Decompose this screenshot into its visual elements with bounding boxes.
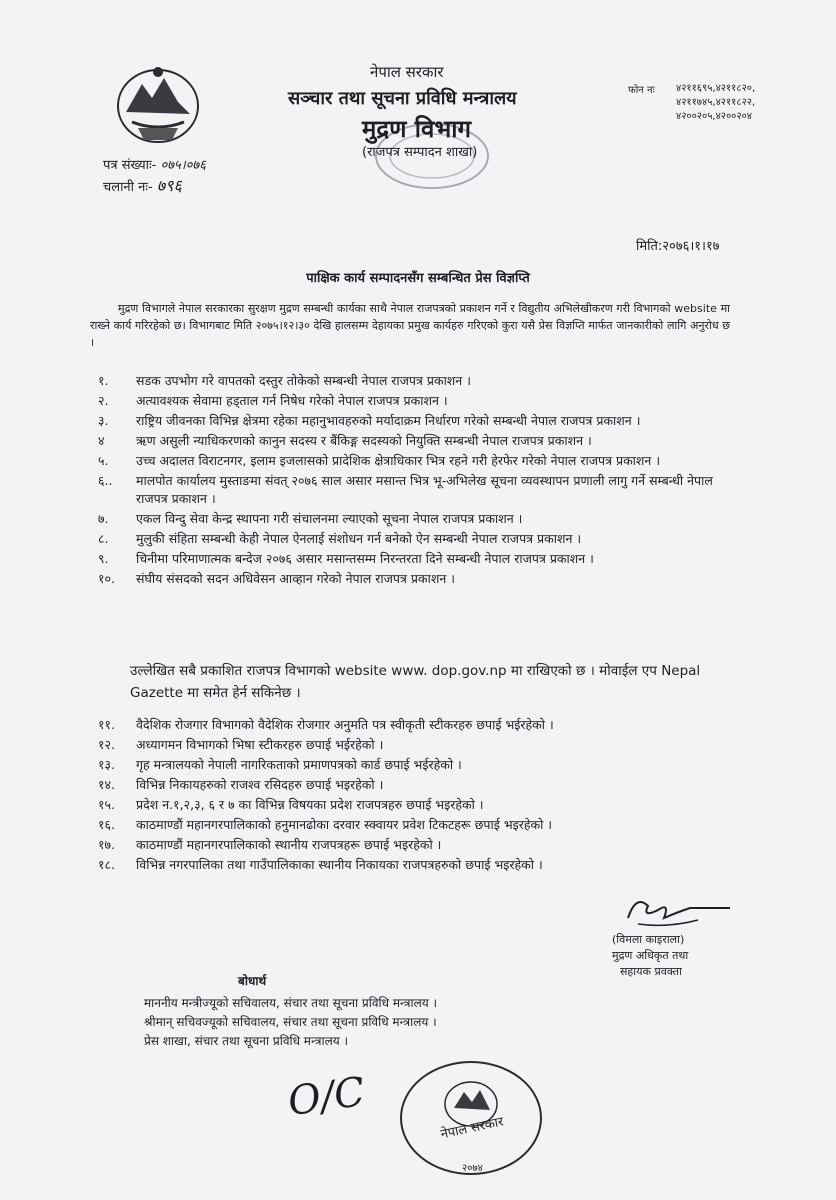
signatory-title: मुद्रण अधिकृत तथा (612, 949, 689, 962)
signatory-title: सहायक प्रवक्ता (620, 965, 682, 978)
reference-block (103, 156, 206, 198)
signatory-name: (विमला काइराला) (612, 933, 685, 946)
list-item: ४ ऋण असुली न्याधिकरणको कानुन सदस्य र बैंकिङ्ग सदस्यको नियुक्ति सम्बन्धी नेपाल राजपत्र प्रकाशन । (98, 433, 592, 448)
patra-label: पत्र संख्याः- (103, 158, 157, 173)
cc-line: प्रेस शाखा, संचार तथा सूचना प्रविधि मन्त्रालय । (144, 1034, 349, 1048)
phone-label: फोन नः (628, 85, 655, 96)
list-item: १०. संघीय संसदको सदन अधिवेसन आव्हान गरेको नेपाल राजपत्र प्रकाशन । (98, 571, 455, 586)
printing-list (98, 716, 740, 876)
publication-list (98, 372, 740, 590)
list-item: ११. वैदेशिक रोजगार विभागको वैदेशिक रोजगार अनुमति पत्र स्वीकृती स्टीकरहरु छपाई भईरहेको । (98, 717, 554, 732)
government-name: नेपाल सरकार (370, 63, 444, 81)
stamp-text: नेपाल सरकार (439, 1114, 505, 1143)
letter-date: मिति:२०७६।१।१७ (636, 239, 720, 254)
department-name: मुद्रण विभाग (362, 115, 471, 143)
cc-line: श्रीमान् सचिवज्यूको सचिवालय, संचार तथा सूचना प्रविधि मन्त्रालय । (144, 1015, 437, 1029)
cc-list (144, 994, 437, 1051)
list-item: २. अत्यावश्यक सेवामा हड्ताल गर्न निषेध गरेको नेपाल राजपत्र प्रकाशन । (98, 393, 448, 408)
patra-value: ०७५।०७६ (160, 158, 206, 173)
ministry-name: सञ्चार तथा सूचना प्रविधि मन्त्रालय (288, 88, 517, 109)
chalani-value: ७९६ (156, 176, 182, 195)
list-item: १७. काठमाण्डौं महानगरपालिकाको स्थानीय राजपत्रहरू छपाई भइरहेको । (98, 837, 442, 852)
list-item: १६. काठमाण्डौं महानगरपालिकाको हनुमानढोका दरवार स्क्वायर प्रवेश टिकटहरू छपाई भइरहेको । (98, 817, 553, 832)
list-item: १२. अध्यागमन विभागको भिषा स्टीकरहरु छपाई भईरहेको । (98, 737, 384, 752)
handwritten-oc: O/C (285, 1068, 368, 1126)
stamp-year: २०७४ (462, 1163, 483, 1174)
list-item: १. सडक उपभोग गरे वापतको दस्तुर तोकेको सम्बन्धी नेपाल राजपत्र प्रकाशन । (98, 373, 471, 388)
phone-line: ४२११७४५,४२११८२२, (676, 97, 756, 108)
phone-line: ४२११६९५,४२११८२०, (676, 83, 756, 94)
website-note: उल्लेखित सबै प्रकाशित राजपत्र विभागको website www. dop.gov.np मा राखिएको छ । मोवाईल एप Nepal Gazette मा समेत हेर्न सकिनेछ । (130, 663, 701, 701)
list-item: १८. विभिन्न नगरपालिका तथा गाउँपालिकाका स्थानीय निकायका राजपत्रहरुको छपाई भइरहेको । (98, 857, 543, 872)
list-item: ३. राष्ट्रिय जीवनका विभिन्न क्षेत्रमा रहेका महानुभावहरुको मर्यादाक्रम निर्धारण गरेको सम्बन्धी नेपाल राजपत्र प्रकाशन । (98, 413, 641, 428)
list-item: १५. प्रदेश न.१,२,३, ६ र ७ का विभिन्न विषयका प्रदेश राजपत्रहरु छपाई भइरहेको । (98, 797, 484, 812)
list-item: १३. गृह मन्त्रालयको नेपाली नागरिकताको प्रमाणपत्रको कार्ड छपाई भईरहेको । (98, 757, 462, 772)
list-item: ८. मुलुकी संहिता सम्बन्धी केही नेपाल ऐनलाई संशोधन गर्न बनेको ऐन सम्बन्धी नेपाल राजपत्र प्रकाशन । (98, 531, 582, 546)
list-item: ५. उच्च अदालत विराटनगर, इलाम इजलासको प्रादेशिक क्षेत्राधिकार भित्र रहने गरी हेरफेर गरेको नेपाल राजपत्र प्रकाशन । (98, 453, 661, 468)
list-item: ६.. मालपोत कार्यालय मुस्ताङमा संवत् २०७६ साल असार मसान्त भित्र भू-अभिलेख सूचना व्यवस्थापन प्रणाली लागु गर्ने सम्बन्धी नेपाल राजपत्र प्रकाशन । (98, 473, 713, 506)
press-release-title: पाक्षिक कार्य सम्पादनसँग सम्बन्धित प्रेस विज्ञप्ति (306, 271, 530, 286)
cc-title: बोधार्थ (238, 974, 267, 988)
list-item: १४. विभिन्न निकायहरुको राजश्व रसिदहरु छपाई भइरहेको । (98, 777, 384, 792)
list-item: ७. एकल विन्दु सेवा केन्द्र स्थापना गरी संचालनमा ल्याएको सूचना नेपाल राजपत्र प्रकाशन । (98, 511, 523, 526)
cc-line: माननीय मन्त्रीज्यूको सचिवालय, संचार तथा सूचना प्रविधि मन्त्रालय । (144, 996, 438, 1010)
signatory-block (612, 932, 688, 980)
government-emblem (112, 62, 204, 146)
section-name: (राजपत्र सम्पादन शाखा) (362, 145, 478, 160)
list-item: ९. चिनीमा परिमाणात्मक बन्देज २०७६ असार मसान्तसम्म निरन्तरता दिने सम्बन्धी नेपाल राजपत्र प्रकाशन । (98, 551, 594, 566)
signature-scribble (618, 888, 738, 934)
phone-numbers (676, 82, 755, 124)
intro-paragraph: मुद्रण विभागले नेपाल सरकारका सुरक्षण मुद्रण सम्बन्धी कार्यका साथै नेपाल राजपत्रको प्रकाशन गर्ने र विद्युतीय अभिलेखीकरण गरी विभागको website मा राख्ने कार्य गरिरहेको छ। विभागबाट मिति २०७५।१२।३० देखि हालसम्म देहायका प्रमुख कार्यहरु गरिएको कुरा यसै प्रेस विज्ञप्ति मार्फत जानकारीको लागि अनुरोध छ । (90, 302, 730, 349)
phone-line: ४२००२०५,४२००२०४ (676, 111, 752, 122)
chalani-label: चलानी नः- (103, 180, 153, 195)
